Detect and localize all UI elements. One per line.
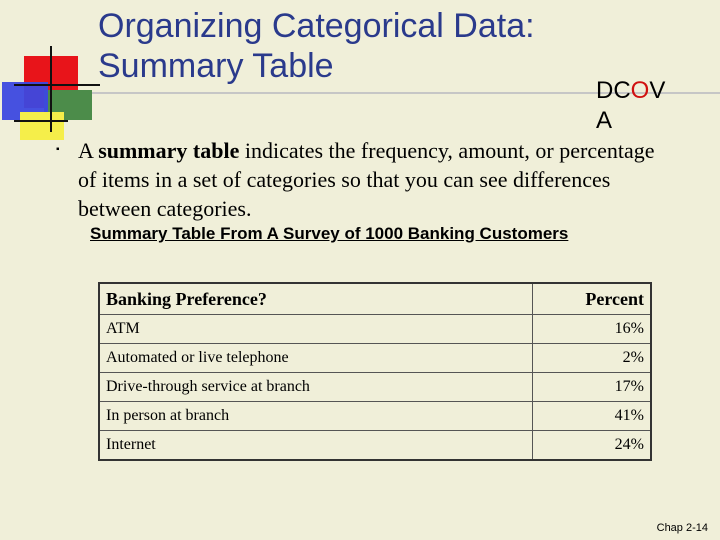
table-row	[99, 402, 651, 431]
row-category: ATM	[99, 315, 533, 344]
bullet-point	[56, 136, 676, 223]
slide-title	[98, 6, 598, 86]
row-percent: 17%	[533, 373, 652, 402]
table-row	[99, 373, 651, 402]
slide-number: Chap 2-14	[656, 522, 708, 534]
slide-title-line1: Organizing Categorical Data:	[98, 7, 535, 45]
table-row	[99, 344, 651, 373]
row-category: In person at branch	[99, 402, 533, 431]
bullet-icon: ▪	[56, 144, 60, 155]
summary-table	[98, 282, 652, 461]
logo-horizontal-line	[14, 84, 100, 86]
table-row	[99, 431, 651, 461]
row-percent: 24%	[533, 431, 652, 461]
row-category: Drive-through service at branch	[99, 373, 533, 402]
bullet-text-rest: indicates the frequency, amount, or percentage of items in a set of categories so that you can see differences between categories.	[78, 138, 655, 221]
logo-horizontal-line-lower	[14, 120, 68, 122]
dcova-highlight: O	[630, 77, 650, 104]
row-category: Internet	[99, 431, 533, 461]
table-header-row	[99, 283, 651, 315]
bullet-text-bold: summary table	[98, 138, 240, 163]
row-category: Automated or live telephone	[99, 344, 533, 373]
table-row	[99, 315, 651, 344]
bullet-text-lead: A	[78, 138, 99, 163]
decorative-squares-logo	[0, 0, 100, 140]
slide-title-line2: Summary Table	[98, 47, 334, 85]
row-percent: 41%	[533, 402, 652, 431]
dcova-prefix: DC	[596, 77, 631, 104]
header-banking-preference: Banking Preference?	[99, 283, 533, 315]
header-percent: Percent	[533, 283, 652, 315]
row-percent: 2%	[533, 344, 652, 373]
dcova-suffix: V	[649, 77, 666, 104]
dcova-line2: A	[596, 107, 613, 134]
dcova-label	[596, 76, 716, 136]
table-caption: Summary Table From A Survey of 1000 Banking Customers	[90, 224, 569, 243]
row-percent: 16%	[533, 315, 652, 344]
bullet-text	[78, 136, 676, 223]
